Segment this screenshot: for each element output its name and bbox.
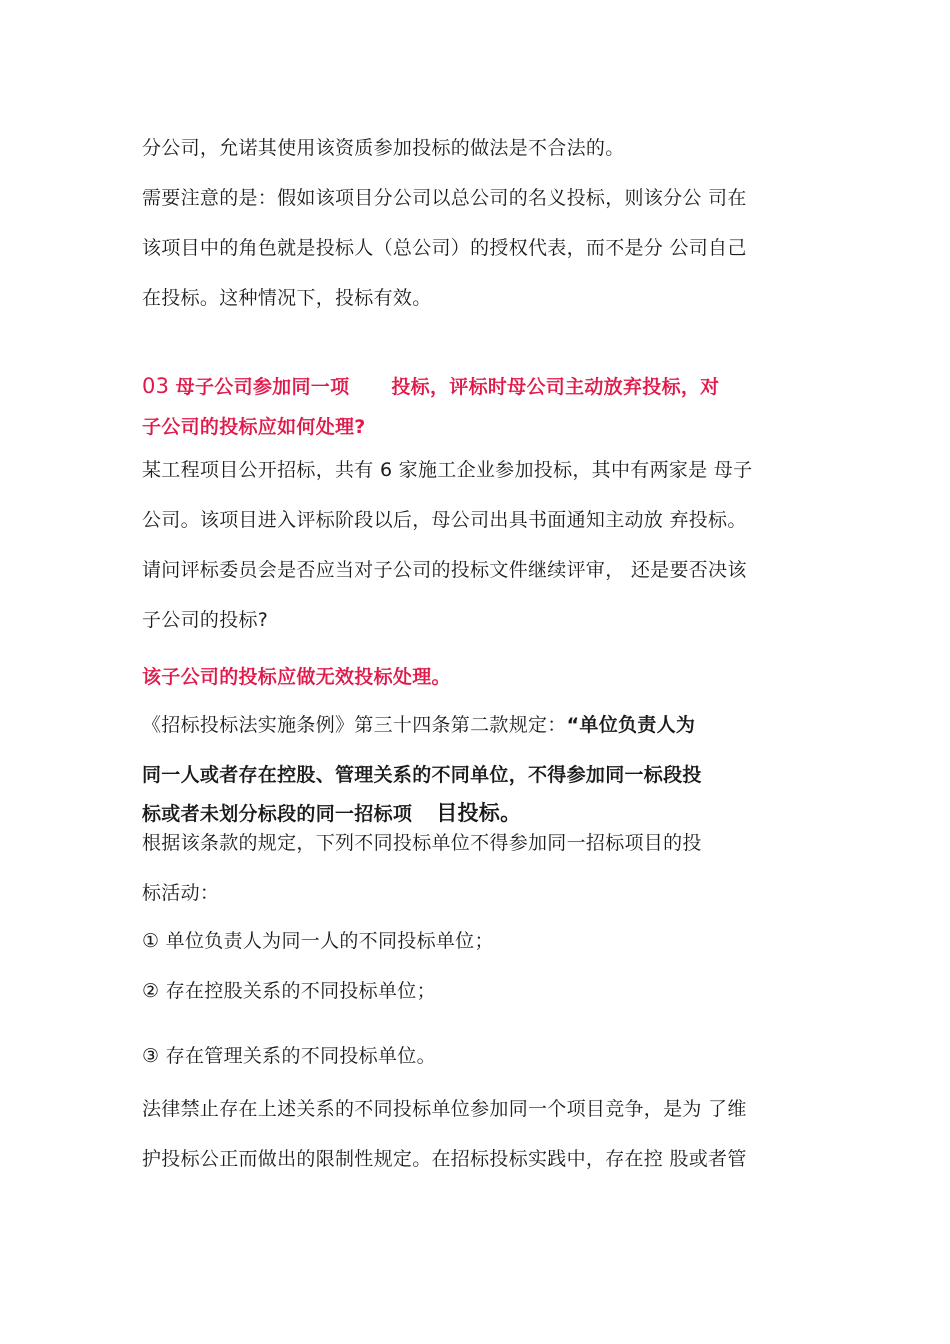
section-heading-part-a: 母子公司参加同一项	[175, 376, 350, 398]
regulation-line-1	[142, 712, 695, 738]
paragraph-1-line-2: 需要注意的是：假如该项目分公司以总公司的名义投标，则该分公 司在	[142, 187, 747, 209]
list-item: ③ 存在管理关系的不同投标单位。	[142, 1045, 436, 1067]
paragraph-1-line-1: 分公司，允诺其使用该资质参加投标的做法是不合法的。	[142, 137, 625, 159]
section-heading-line-2: 子公司的投标应如何处理?	[142, 416, 366, 438]
paragraph-2-line-3: 请问评标委员会是否应当对子公司的投标文件继续评审， 还是要否决该	[142, 559, 747, 581]
regulation-quote-part-a: 标或者未划分标段的同一招标项	[142, 803, 413, 825]
section-heading-line-1	[142, 373, 719, 400]
paragraph-2-line-1: 某工程项目公开招标，共有 6 家施工企业参加投标，其中有两家是 母子	[142, 459, 753, 481]
regulation-line-2: 同一人或者存在控股、管理关系的不同单位，不得参加同一标段投	[142, 764, 702, 786]
section-heading-part-b: 投标，评标时母公司主动放弃投标，对	[391, 376, 720, 398]
paragraph-1-line-4: 在投标。这种情况下，投标有效。	[142, 287, 432, 309]
paragraph-4-line-1: 法律禁止存在上述关系的不同投标单位参加同一个项目竞争，是为 了维	[142, 1098, 747, 1120]
paragraph-2-line-4: 子公司的投标?	[142, 609, 269, 631]
regulation-quote-part-b: 目投标。	[436, 801, 522, 825]
regulation-line-3	[142, 800, 521, 827]
paragraph-3-line-2: 标活动：	[142, 882, 220, 904]
list-item: ② 存在控股关系的不同投标单位；	[142, 980, 436, 1002]
paragraph-2-line-2: 公司。该项目进入评标阶段以后，母公司出具书面通知主动放 弃投标。	[142, 509, 747, 531]
paragraph-3-line-1: 根据该条款的规定，下列不同投标单位不得参加同一招标项目的投	[142, 832, 702, 854]
answer-text: 该子公司的投标应做无效投标处理。	[142, 666, 451, 688]
regulation-intro: 《招标投标法实施条例》第三十四条第二款规定：	[142, 714, 567, 736]
regulation-quote-start: “单位负责人为	[566, 714, 696, 736]
list-item: ① 单位负责人为同一人的不同投标单位；	[142, 930, 494, 952]
paragraph-4-line-2: 护投标公正而做出的限制性规定。在招标投标实践中，存在控 股或者管	[142, 1148, 747, 1170]
paragraph-1-line-3: 该项目中的角色就是投标人（总公司）的授权代表，而不是分 公司自己	[142, 237, 747, 259]
section-number: 03	[142, 374, 170, 398]
